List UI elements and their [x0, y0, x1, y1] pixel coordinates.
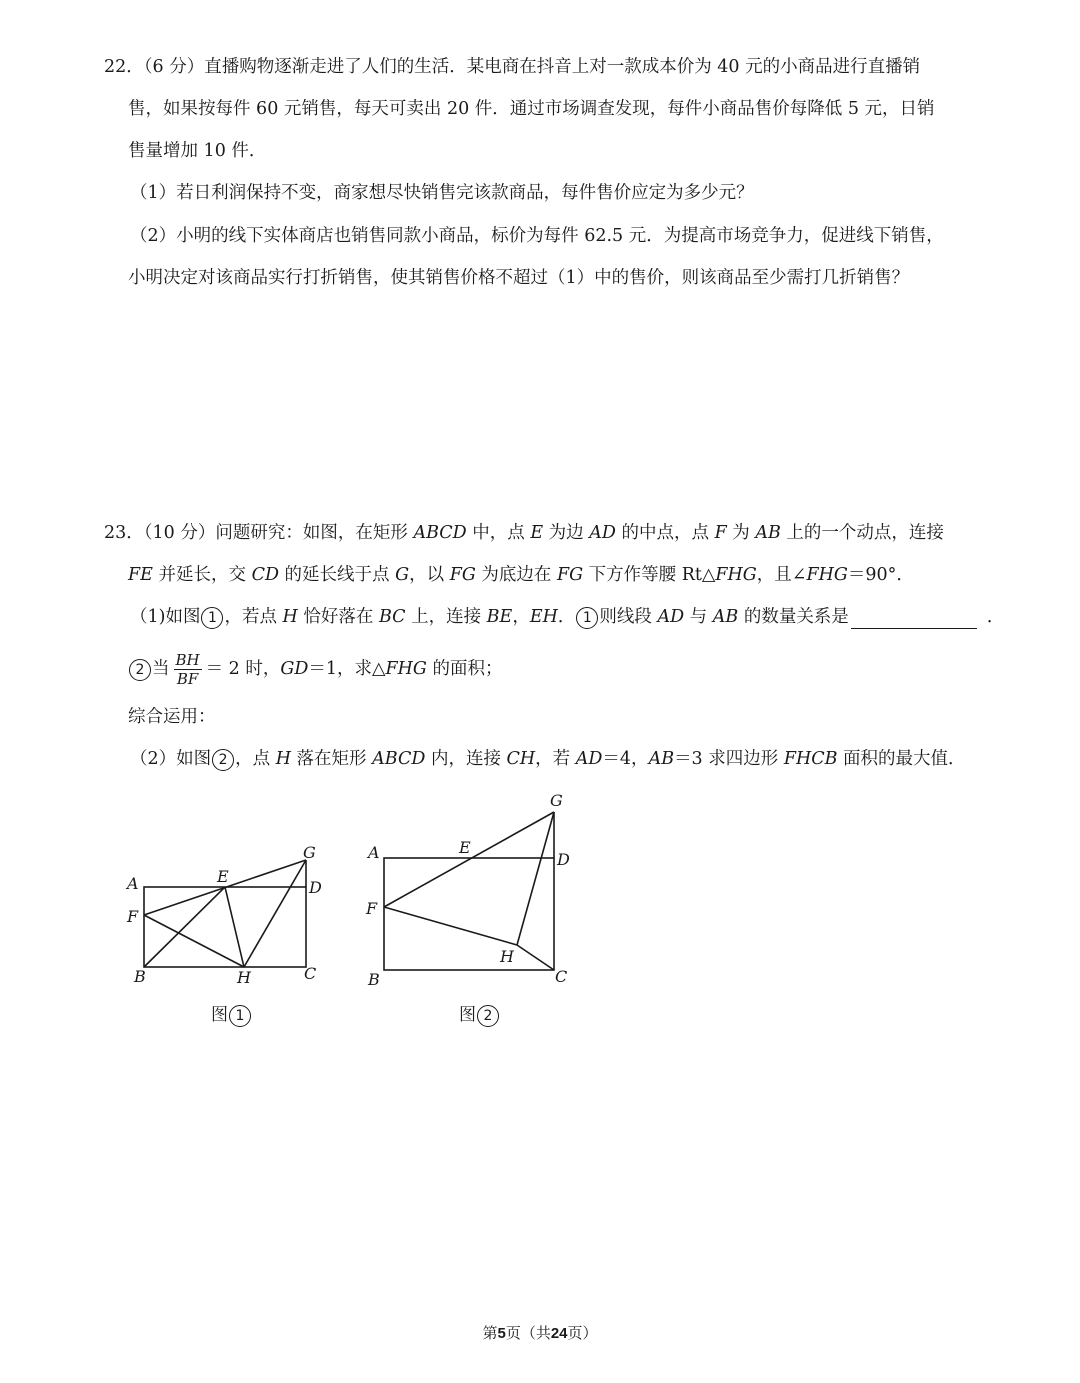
var-h: H — [282, 607, 298, 627]
fig1-label-d: D — [309, 878, 322, 897]
q22-number: 22． — [104, 57, 144, 77]
var-ad: AD — [575, 749, 603, 769]
circled-one-icon: 1 — [229, 1005, 251, 1027]
fig1-label-h: H — [237, 968, 251, 987]
circled-one-icon: 1 — [576, 607, 598, 629]
fig1-label-b: B — [134, 967, 146, 986]
q23-text: （1)如图 — [130, 607, 201, 627]
q23-text: 的延长线于点 — [278, 565, 396, 585]
answer-blank[interactable] — [851, 610, 977, 629]
q23-line-2 — [128, 563, 914, 587]
q23-text: ＝4， — [602, 749, 649, 769]
var-h: H — [275, 749, 291, 769]
q23-text: 上的一个动点，连接 — [780, 523, 944, 543]
footer-text: 页（共 — [505, 1324, 551, 1342]
q23-text: ＝90°． — [847, 565, 914, 585]
q22-line-3: 售量增加 10 件． — [128, 141, 267, 161]
page-total: 24 — [550, 1325, 568, 1342]
fig1-label-e: E — [217, 867, 229, 886]
var-abcd: ABCD — [372, 749, 426, 769]
q23-text: 为 — [726, 523, 756, 543]
fraction-bh-bf — [174, 651, 202, 688]
fraction-denominator: BF — [176, 670, 199, 688]
fig1-label-a: A — [127, 874, 139, 893]
fraction-numerator: BH — [175, 651, 200, 669]
var-gd: GD — [280, 659, 309, 679]
circled-two-icon: 2 — [129, 659, 151, 681]
segment-hc — [517, 945, 554, 970]
circled-two-icon: 2 — [212, 749, 234, 771]
q22-line-1 — [104, 55, 920, 79]
q23-text: 为边 — [543, 523, 590, 543]
q22-part-2-line-1: （2）小明的线下实体商店也销售同款小商品，标价为每件 62.5 元．为提高市场竞争力，促进线下销售， — [130, 226, 944, 246]
q23-text: ． — [557, 607, 576, 627]
q22-score: （6 分） — [143, 57, 205, 77]
fig2-label-e: E — [459, 838, 471, 857]
circled-two-icon: 2 — [477, 1005, 499, 1027]
figure-1-caption — [211, 1000, 252, 1027]
q23-text: ＝ 2 时， — [205, 659, 281, 679]
segment-fg — [384, 812, 554, 907]
q23-text: 面积的最大值． — [837, 749, 966, 769]
figure-2 — [360, 785, 590, 995]
var-e: E — [530, 523, 544, 543]
fig2-label-f: F — [366, 899, 378, 918]
fig1-label-g: G — [303, 843, 316, 862]
segment-hg — [517, 812, 554, 945]
fig2-label-h: H — [500, 947, 514, 966]
segment-eh — [225, 887, 244, 967]
q23-text: 上，连接 — [405, 607, 487, 627]
q23-text: 并延长，交 — [152, 565, 252, 585]
segment-be — [144, 887, 225, 967]
var-fg: FG — [449, 565, 476, 585]
var-bc: BC — [378, 607, 406, 627]
var-g: G — [395, 565, 410, 585]
q23-line-3 — [130, 605, 1004, 629]
var-cd: CD — [251, 565, 279, 585]
q23-text: 内，连接 — [425, 749, 507, 769]
q22-line-2: 售，如果按每件 60 元销售，每天可卖出 20 件．通过市场调查发现，每件小商品售价每降低 5 元，日销 — [128, 99, 935, 119]
q23-text: ，若 — [535, 749, 576, 769]
q23-text: 的面积； — [426, 659, 503, 679]
q23-line-1 — [104, 521, 944, 545]
fig2-label-g: G — [550, 791, 563, 810]
q23-text: 问题研究：如图，在矩形 — [215, 523, 414, 543]
q23-text: 与 — [684, 607, 713, 627]
q23-text: 则线段 — [599, 607, 658, 627]
fig1-label-f: F — [127, 907, 139, 926]
q23-line-4 — [128, 646, 502, 692]
segment-fh — [144, 915, 244, 967]
q23-text: ，若点 — [224, 607, 283, 627]
q22-part-1: （1）若日利润保持不变，商家想尽快销售完该款商品，每件售价应定为多少元？ — [130, 183, 754, 203]
q23-text: ， — [512, 607, 530, 627]
fig2-label-b: B — [368, 970, 380, 989]
q23-text: 落在矩形 — [290, 749, 373, 769]
q23-text: ，点 — [235, 749, 276, 769]
segment-fh — [384, 907, 517, 945]
q23-text: 中，点 — [466, 523, 531, 543]
q23-text: ，以 — [409, 565, 450, 585]
var-ch: CH — [506, 749, 536, 769]
figure-2-caption — [459, 1000, 500, 1027]
q23-text: （2）如图 — [130, 749, 212, 769]
var-eh: EH — [529, 607, 558, 627]
var-be: BE — [486, 607, 513, 627]
footer-text: 页） — [567, 1324, 598, 1342]
var-fhg: FHG — [715, 565, 757, 585]
q23-score: （10 分） — [143, 523, 216, 543]
q23-text: ＝1，求△ — [308, 659, 386, 679]
q23-text: 的中点，点 — [615, 523, 715, 543]
var-ab: AB — [648, 749, 675, 769]
segment-hg — [244, 860, 306, 967]
q23-text: ＝3 求四边形 — [674, 749, 784, 769]
var-fhg: FHG — [385, 659, 427, 679]
q23-line-5: 综合运用： — [128, 707, 216, 727]
q23-text: ． — [986, 607, 1005, 627]
q23-text: 当 — [152, 659, 170, 679]
q22-part-2-line-2: 小明决定对该商品实行打折销售，使其销售价格不超过（1）中的售价，则该商品至少需打几折销售？ — [128, 268, 910, 288]
var-ad: AD — [589, 523, 616, 543]
q23-number: 23． — [104, 523, 144, 543]
page-footer — [0, 1322, 1080, 1343]
fig1-label-c: C — [304, 964, 317, 983]
var-fhcb: FHCB — [783, 749, 838, 769]
var-fe: FE — [128, 565, 153, 585]
fig2-label-c: C — [555, 967, 568, 986]
q23-text: ，且∠ — [756, 565, 807, 585]
q23-text: 的数量关系是 — [738, 607, 849, 627]
var-ad: AD — [657, 607, 685, 627]
var-f: F — [714, 523, 727, 543]
q22-text-1: 直播购物逐渐走进了人们的生活．某电商在抖音上对一款成本价为 40 元的小商品进行直播销 — [204, 57, 921, 77]
caption-text: 图 — [459, 1005, 476, 1025]
circled-one-icon: 1 — [201, 607, 223, 629]
q23-text: 恰好落在 — [297, 607, 379, 627]
fig2-label-a: A — [368, 843, 380, 862]
figure-1 — [120, 835, 340, 995]
page-number: 5 — [497, 1325, 506, 1342]
var-fg: FG — [556, 565, 584, 585]
footer-text: 第 — [482, 1324, 498, 1342]
caption-text: 图 — [211, 1005, 228, 1025]
q23-line-6 — [130, 747, 966, 771]
var-ab: AB — [755, 523, 781, 543]
var-ab: AB — [712, 607, 739, 627]
q23-text: 为底边在 — [475, 565, 557, 585]
fig2-label-d: D — [557, 850, 570, 869]
var-fhg: FHG — [806, 565, 848, 585]
var-abcd: ABCD — [413, 523, 467, 543]
q23-text: 下方作等腰 Rt△ — [583, 565, 716, 585]
